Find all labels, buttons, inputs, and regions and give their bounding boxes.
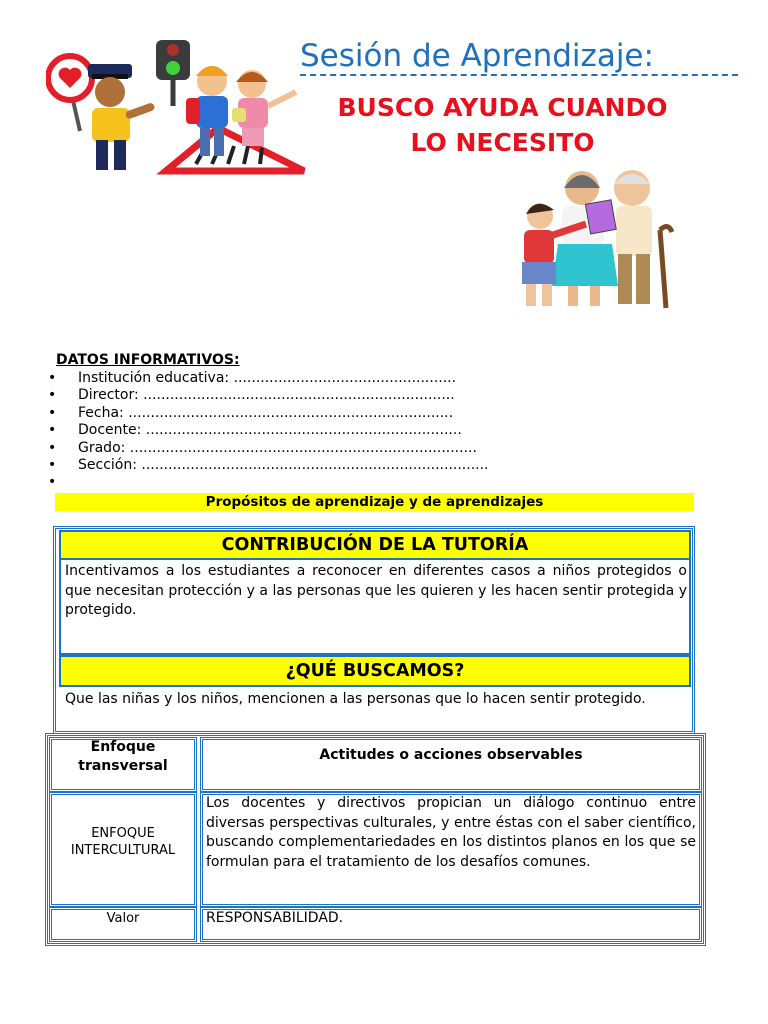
datos-item-empty	[46, 474, 489, 491]
datos-item-fecha: • Fecha: .........................................................................	[46, 405, 489, 422]
helping-elderly-illustration	[500, 158, 706, 316]
enfoque-description: Los docentes y directivos propician un diálogo continuo entre diversas perspectivas culturales, y entre éstas con el saber científico, buscando complementariedades en los distintos planos en los que se formulan para el tratamiento de los desafíos comunes.	[206, 795, 696, 870]
que-buscamos-heading: ¿QUÉ BUSCAMOS?	[59, 655, 691, 687]
que-buscamos-text: Que las niñas y los niños, mencionen a las personas que lo hacen sentir protegido.	[65, 691, 646, 707]
valor-label: Valor	[106, 911, 140, 926]
contribucion-heading: CONTRIBUCIÓN DE LA TUTORÍA	[59, 530, 691, 560]
subtitle-line-2: LO NECESITO	[410, 128, 595, 157]
purpose-heading: Propósitos de aprendizaje y de aprendizajes	[205, 494, 544, 510]
datos-item-seccion: • Sección: ..............................................................................	[46, 457, 489, 474]
datos-item-institucion: • Institución educativa: ..................................................	[46, 370, 489, 387]
datos-item-docente: • Docente: .......................................................................	[46, 422, 489, 439]
datos-list	[46, 370, 489, 492]
actitudes-column-header: Actitudes o acciones observables	[319, 747, 583, 763]
subtitle-line-1: BUSCO AYUDA CUANDO	[337, 93, 668, 122]
datos-heading: DATOS INFORMATIVOS:	[56, 352, 240, 368]
enfoque-name: ENFOQUE INTERCULTURAL	[70, 826, 176, 858]
valor-text: RESPONSABILIDAD.	[206, 910, 344, 926]
actitudes-header-cell	[200, 737, 702, 792]
datos-item-grado: • Grado: ..............................................................................	[46, 440, 489, 457]
road-safety-illustration	[46, 36, 308, 176]
title-underline	[300, 74, 738, 76]
contribucion-text: Incentivamos a los estudiantes a reconocer en diferentes casos a niños protegidos o que necesitan protección y a las personas que les quieren y les hacen sentir protegida y protegido.	[65, 563, 687, 618]
enfoque-column-header: Enfoque transversal	[78, 739, 168, 774]
page-title: Sesión de Aprendizaje:	[300, 38, 654, 74]
session-subtitle	[300, 90, 705, 160]
datos-item-director: • Director: ......................................................................	[46, 387, 489, 404]
